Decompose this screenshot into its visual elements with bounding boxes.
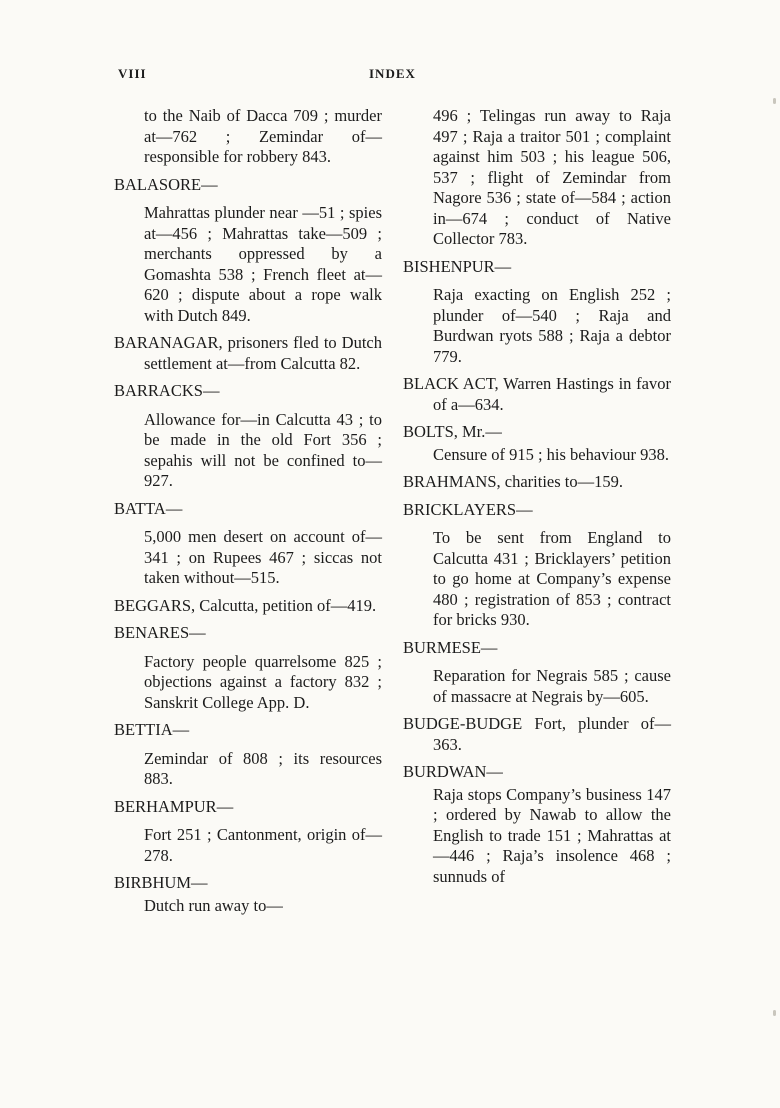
page-edge-speck <box>773 98 776 104</box>
entry-body: Factory people quarrelsome 825 ; objections against a factory 832 ; Sanskrit College App. D. <box>144 651 382 712</box>
index-entry-barracks <box>114 381 382 492</box>
continued-entry-text: to the Naib of Dacca 709 ; murder at—762 ; Zemindar of—responsible for robbery 843. <box>144 106 382 166</box>
entry-body: Censure of 915 ; his behaviour 938. <box>433 444 670 464</box>
entry-heading: BURMESE— <box>403 637 498 657</box>
entry-text: BLACK ACT, Warren Hastings in favor of a—634. <box>403 374 671 414</box>
continued-entry-text: 496 ; Telingas run away to Raja 497 ; Raja a traitor 501 ; complaint against him 503 ; his league 506, 537 ; flight of Zemindar from Nagore 536 ; state of—584 ; action in—674 ; conduct of Native Collector 783. <box>433 106 671 248</box>
entry-text: BEGGARS, Calcutta, petition of—419. <box>114 595 377 615</box>
entry-body: Raja exacting on English 252 ; plunder of—540 ; Raja and Burdwan ryots 588 ; Raja a debtor 779. <box>433 285 671 366</box>
entry-heading: BERHAMPUR— <box>114 796 234 816</box>
entry-heading: BETTIA— <box>114 720 190 739</box>
right-column <box>403 106 671 894</box>
index-entry-burmese <box>403 638 671 708</box>
entry-heading: BIRBHUM— <box>114 873 208 892</box>
page-header-title: INDEX <box>369 66 416 81</box>
page-number: VIII <box>118 66 147 81</box>
index-entry-brahmans <box>403 472 671 493</box>
index-entry-budge-budge <box>403 714 671 755</box>
index-entry-bettia <box>114 720 382 790</box>
index-entry-baranagar <box>114 333 382 374</box>
entry-heading: BATTA— <box>114 498 183 518</box>
index-entry-berhampur <box>114 797 382 867</box>
entry-heading: BOLTS, Mr.— <box>403 422 502 441</box>
page-edge-speck <box>773 1010 776 1016</box>
index-entry-balasore <box>114 175 382 327</box>
entry-body: Zemindar of 808 ; its resources 883. <box>144 748 382 788</box>
entry-body: To be sent from England to Calcutta 431 ; Bricklayers’ petition to go home at Company’s expense 480 ; registration of 853 ; contract for bricks 930. <box>433 528 671 629</box>
index-entry-black-act <box>403 374 671 415</box>
index-entry-batta <box>114 499 382 589</box>
entry-body: Fort 251 ; Cantonment, origin of—278. <box>144 825 382 865</box>
entry-text: BRAHMANS, charities to—159. <box>403 472 623 491</box>
index-entry-burdwan <box>403 762 671 887</box>
entry-body: Allowance for—in Calcutta 43 ; to be made in the old Fort 356 ; sepahis will not be confined to—927. <box>144 409 382 490</box>
index-entry-bricklayers <box>403 500 671 631</box>
index-entry-benares <box>114 623 382 713</box>
entry-text: BARANAGAR, prisoners fled to Dutch settlement at—from Calcutta 82. <box>114 333 382 373</box>
entry-heading: BISHENPUR— <box>403 256 512 276</box>
index-entry-bolts <box>403 422 671 465</box>
index-entry-bishenpur <box>403 257 671 368</box>
entry-heading: BENARES— <box>114 623 206 642</box>
index-entry-beggars <box>114 596 382 617</box>
entry-body: Raja stops Company’s business 147 ; ordered by Nawab to allow the English to trade 151 ; Mahrattas at—446 ; Raja’s insolence 468 ; sunnuds of <box>433 784 671 886</box>
entry-body: 5,000 men desert on account of—341 ; on Rupees 467 ; siccas not taken without—515. <box>144 527 382 587</box>
entry-body: Reparation for Negrais 585 ; cause of massacre at Negrais by—605. <box>433 666 671 706</box>
entry-body: Dutch run away to— <box>144 895 283 915</box>
left-column <box>114 106 382 923</box>
entry-heading: BURDWAN— <box>403 762 503 781</box>
entry-text: BUDGE-BUDGE Fort, plunder of—363. <box>403 714 671 754</box>
entry-heading: BALASORE— <box>114 174 218 194</box>
entry-heading: BARRACKS— <box>114 381 220 400</box>
index-entry-birbhum <box>114 873 382 916</box>
entry-body: Mahrattas plunder near —51 ; spies at—456 ; Mahrattas take—509 ; merchants oppressed by a Gomashta 538 ; French fleet at—620 ; dispute about a rope walk with Dutch 849. <box>144 203 382 325</box>
entry-heading: BRICKLAYERS— <box>403 499 533 519</box>
